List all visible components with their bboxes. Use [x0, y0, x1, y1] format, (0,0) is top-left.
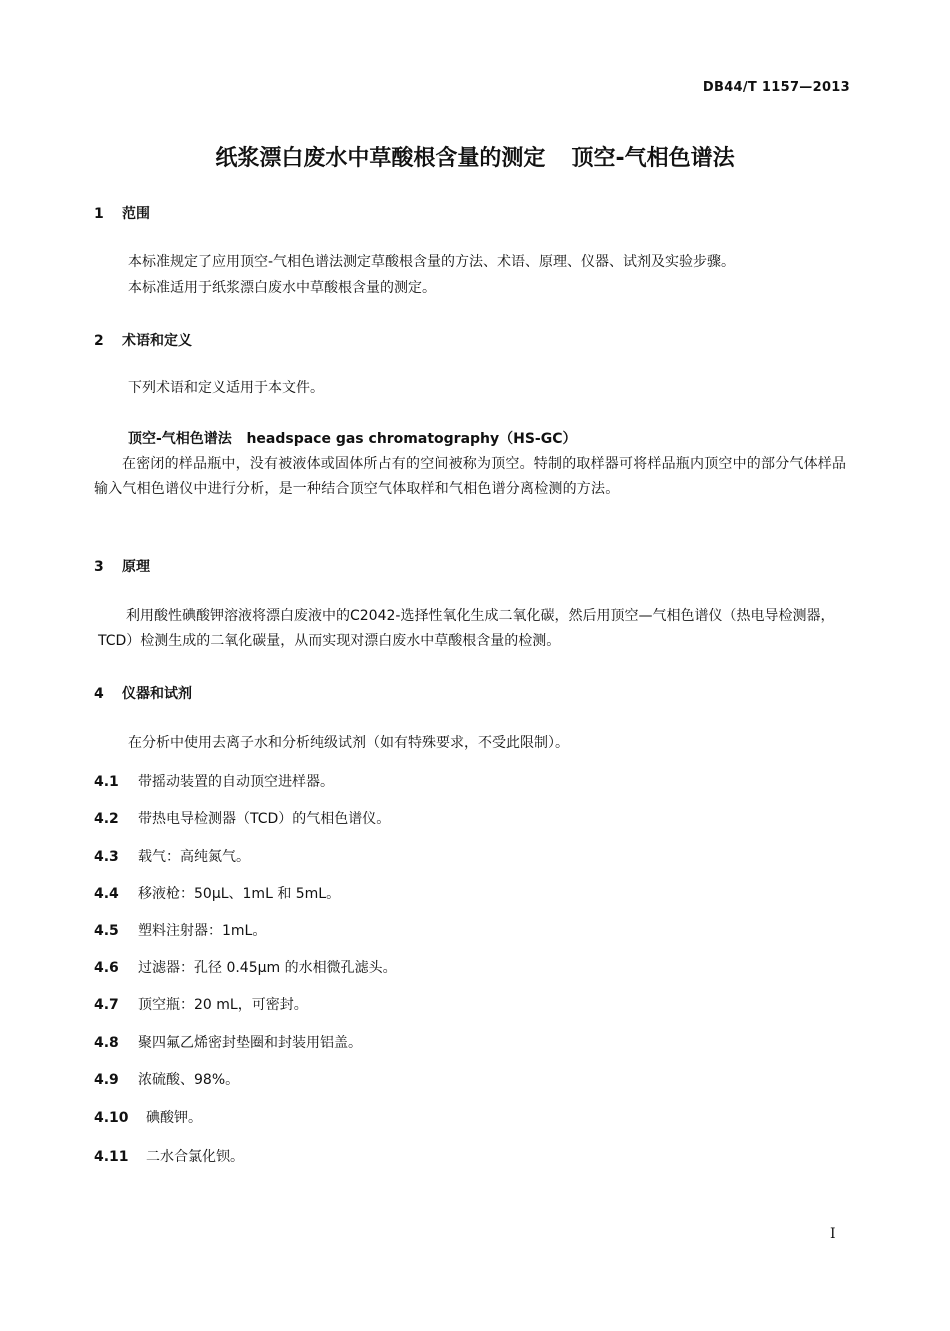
title-sub: 顶空-气相色谱法	[571, 146, 735, 171]
list-item: 4.5 塑料注射器：1mL。	[94, 923, 267, 939]
section-1-heading: 1 范围	[94, 206, 150, 222]
title-main: 纸浆漂白废水中草酸根含量的测定	[215, 146, 546, 171]
section-2-heading: 2 术语和定义	[94, 333, 192, 349]
list-item: 4.1 带摇动装置的自动顶空进样器。	[94, 774, 334, 790]
section-4-heading: 4 仪器和试剂	[94, 686, 192, 702]
list-item: 4.2 带热电导检测器（TCD）的气相色谱仪。	[94, 811, 391, 827]
list-item: 4.8 聚四氟乙烯密封垫圈和封装用铝盖。	[94, 1035, 362, 1051]
list-item: 4.9 浓硫酸、98%。	[94, 1072, 240, 1088]
page-number: I	[830, 1226, 836, 1242]
section-1-paragraph-1: 本标准规定了应用顶空-气相色谱法测定草酸根含量的方法、术语、原理、仪器、试剂及实验步骤。	[128, 254, 736, 270]
section-4-intro: 在分析中使用去离子水和分析纯级试剂（如有特殊要求，不受此限制）。	[128, 735, 569, 751]
term-definition: 在密闭的样品瓶中，没有被液体或固体所占有的空间被称为顶空。特制的取样器可将样品瓶内顶空中的部分气体样品输入气相色谱仪中进行分析，是一种结合顶空气体取样和气相色谱分离检测的方法。	[94, 456, 847, 497]
list-item: 4.11 二水合氯化钡。	[94, 1149, 244, 1165]
term-en: headspace gas chromatography（HS-GC）	[246, 431, 577, 447]
list-item: 4.3 载气：高纯氮气。	[94, 849, 250, 865]
section-3-paragraph: 利用酸性碘酸钾溶液将漂白废液中的C2042-选择性氧化生成二氧化碳，然后用顶空—气相色谱仪（热电导检测器，TCD）检测生成的二氧化碳量，从而实现对漂白废水中草酸根含量的检测。	[98, 608, 835, 649]
list-item: 4.4 移液枪：50μL、1mL 和 5mL。	[94, 886, 341, 902]
document-title	[0, 141, 950, 172]
list-item: 4.10 碘酸钾。	[94, 1110, 202, 1126]
standard-code: DB44/T 1157—2013	[702, 80, 850, 95]
section-2-intro: 下列术语和定义适用于本文件。	[128, 380, 324, 396]
term-zh: 顶空-气相色谱法	[128, 431, 232, 447]
list-item: 4.6 过滤器：孔径 0.45μm 的水相微孔滤头。	[94, 960, 397, 976]
section-1-paragraph-2: 本标准适用于纸浆漂白废水中草酸根含量的测定。	[128, 280, 436, 296]
list-item: 4.7 顶空瓶：20 mL，可密封。	[94, 997, 308, 1013]
section-3-heading: 3 原理	[94, 559, 150, 575]
term-heading	[128, 428, 577, 448]
